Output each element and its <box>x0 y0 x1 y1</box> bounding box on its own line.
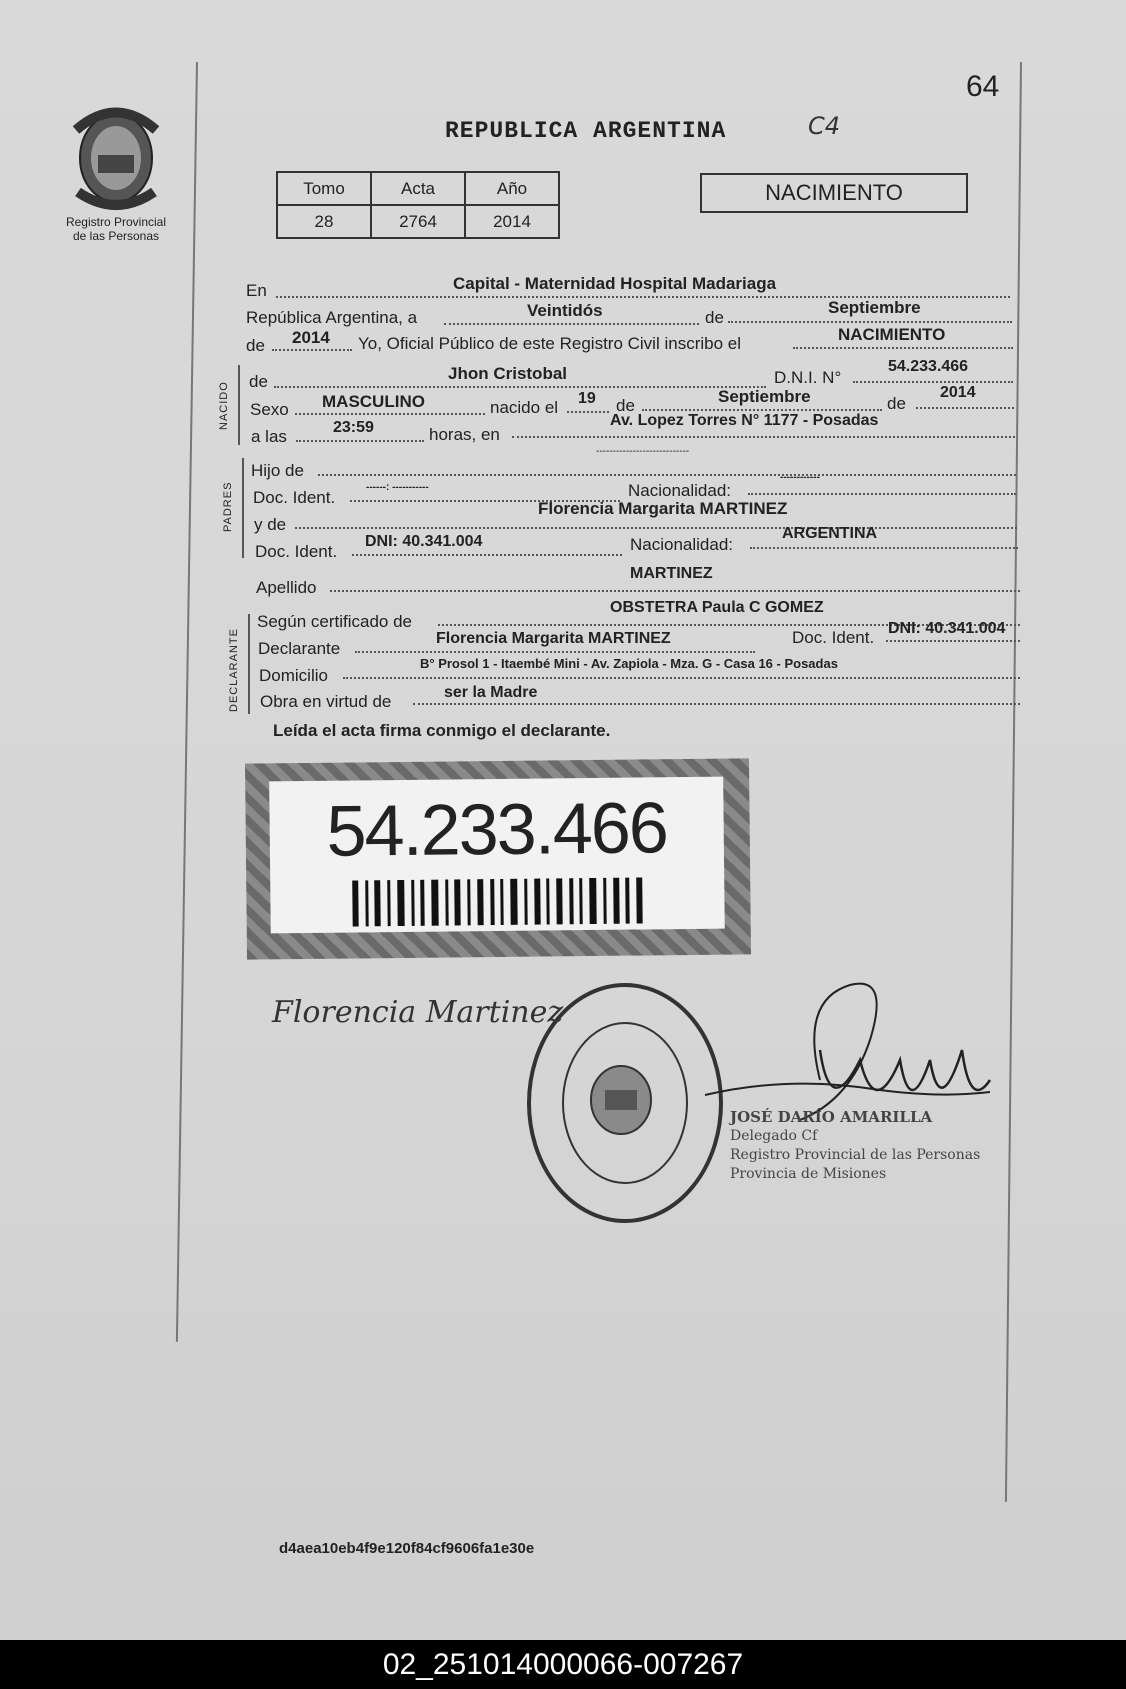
province-logo <box>66 100 166 212</box>
horas-label: horas, en <box>429 425 500 444</box>
dotted-line <box>296 440 424 442</box>
page-number: 64 <box>966 70 1000 103</box>
left-margin-line <box>176 62 198 1342</box>
de-label: de <box>246 336 265 355</box>
birth-year-value: 2014 <box>940 384 976 401</box>
obra-label: Obra en virtud de <box>260 692 392 711</box>
apellido-label: Apellido <box>256 578 317 597</box>
doc-ident-label: Doc. Ident. <box>792 628 875 647</box>
dotted-line <box>793 347 1013 349</box>
document-title: REPUBLICA ARGENTINA <box>445 118 727 144</box>
a-las-label: a las <box>251 427 287 446</box>
dni-label: D.N.I. N° <box>774 368 842 387</box>
dotted-line <box>295 527 1017 529</box>
dotted-line <box>567 411 609 413</box>
en-label: En <box>246 281 267 300</box>
dotted-line <box>916 407 1014 409</box>
official-registry: Registro Provincial de las Personas <box>730 1147 981 1163</box>
declarant-signature: Florencia Martinez <box>272 995 564 1030</box>
closing-statement: Leída el acta firma conmigo el declarante. <box>273 721 611 740</box>
record-value-tomo: 28 <box>277 205 371 238</box>
section-label-nacido: NACIDO <box>218 381 230 430</box>
year-value: 2014 <box>292 328 330 347</box>
month-value: Septiembre <box>828 298 921 317</box>
section-bracket <box>242 458 244 558</box>
dotted-line <box>642 409 882 411</box>
dotted-line <box>750 547 1018 549</box>
declarante-label: Declarante <box>258 639 341 658</box>
time-value: 23:59 <box>333 419 374 436</box>
nacido-el-label: nacido el <box>490 398 559 417</box>
dotted-line <box>272 349 352 351</box>
right-margin-line <box>1005 62 1022 1502</box>
dotted-line <box>444 323 699 325</box>
official-seal <box>523 978 727 1228</box>
section-bracket <box>238 365 240 445</box>
father-nationality-value: ------------ <box>780 472 820 483</box>
de-label: de <box>705 308 724 327</box>
record-type-box: NACIMIENTO <box>700 173 968 213</box>
yo-text: Yo, Oficial Público de este Registro Civil inscribo el <box>358 334 741 353</box>
place-value: Capital - Maternidad Hospital Madariaga <box>453 274 777 293</box>
logo-caption: Registro Provincial de las Personas <box>65 215 167 243</box>
dotted-line <box>274 386 766 388</box>
record-header-acta: Acta <box>371 172 465 205</box>
mother-nationality-value: ARGENTINA <box>782 525 878 542</box>
birth-month-value: Septiembre <box>718 387 811 406</box>
sexo-value: MASCULINO <box>322 392 425 411</box>
child-name-value: Jhon Cristobal <box>448 364 568 383</box>
dotted-line <box>853 381 1013 383</box>
scan-id-bar: 02_251014000066-007267 <box>0 1640 1126 1689</box>
father-name-value: ---------------------------- <box>596 446 690 457</box>
barcode-panel <box>269 777 725 934</box>
dotted-line <box>748 493 1016 495</box>
domicilio-label: Domicilio <box>259 666 328 685</box>
dotted-line <box>413 703 1020 705</box>
birth-day-value: 19 <box>578 390 596 407</box>
section-label-declarante: DECLARANTE <box>228 628 240 712</box>
barcode-number: 54.233.466 <box>326 788 668 872</box>
domicilio-value: B° Prosol 1 - Itaembé Mini - Av. Zapiola - Mza. G - Casa 16 - Posadas <box>420 656 838 671</box>
obra-value: ser la Madre <box>444 684 538 701</box>
record-header-ano: Año <box>465 172 559 205</box>
act-type-value: NACIMIENTO <box>838 325 946 344</box>
section-label-padres: PADRES <box>222 481 234 532</box>
apellido-value: MARTINEZ <box>630 565 713 582</box>
declarante-doc-value: DNI: 40.341.004 <box>888 620 1006 637</box>
de-label: de <box>249 372 268 391</box>
official-role: Delegado Cf <box>730 1128 818 1144</box>
doc-ident-label: Doc. Ident. <box>253 488 336 507</box>
record-header-tomo: Tomo <box>277 172 371 205</box>
doc-ident-label: Doc. Ident. <box>255 542 338 561</box>
official-province: Provincia de Misiones <box>730 1166 887 1182</box>
de-label: de <box>887 394 906 413</box>
nacionalidad-label: Nacionalidad: <box>628 481 732 500</box>
y-de-label: y de <box>254 515 287 534</box>
mother-name-value: Florencia Margarita MARTINEZ <box>538 499 788 518</box>
official-stamp <box>730 1108 980 1184</box>
declarante-name-value: Florencia Margarita MARTINEZ <box>436 630 671 647</box>
segun-certificado-label: Según certificado de <box>257 612 412 631</box>
official-name: JOSÉ DARÍO AMARILLA <box>730 1108 933 1126</box>
dotted-line <box>728 321 1012 323</box>
dotted-line <box>512 436 1015 438</box>
nacionalidad-label: Nacionalidad: <box>630 535 734 554</box>
barcode-bars <box>352 877 642 926</box>
dotted-line <box>355 651 755 653</box>
handwritten-mark: C4 <box>808 112 841 140</box>
dotted-line <box>343 677 1020 679</box>
child-dni-value: 54.233.466 <box>888 358 969 375</box>
barcode-label <box>245 758 751 959</box>
de-label: de <box>616 396 635 415</box>
day-value: Veintidós <box>527 301 603 320</box>
document-hash: d4aea10eb4f9e120f84cf9606fa1e30e <box>279 1540 535 1557</box>
sexo-label: Sexo <box>250 400 289 419</box>
dotted-line <box>886 640 1020 642</box>
dotted-line <box>352 554 622 556</box>
hijo-de-label: Hijo de <box>251 461 304 480</box>
republica-label: República Argentina, a <box>246 308 418 327</box>
dotted-line <box>330 590 1020 592</box>
record-value-ano: 2014 <box>465 205 559 238</box>
certificado-value: OBSTETRA Paula C GOMEZ <box>610 599 824 616</box>
record-table <box>276 171 560 239</box>
record-value-acta: 2764 <box>371 205 465 238</box>
mother-doc-value: DNI: 40.341.004 <box>365 533 483 550</box>
section-bracket <box>248 614 250 714</box>
father-doc-value: ------: ----------- <box>366 482 429 493</box>
birth-address-value: Av. Lopez Torres N° 1177 - Posadas <box>610 412 879 429</box>
dotted-line <box>318 474 1016 476</box>
dotted-line <box>295 413 485 415</box>
